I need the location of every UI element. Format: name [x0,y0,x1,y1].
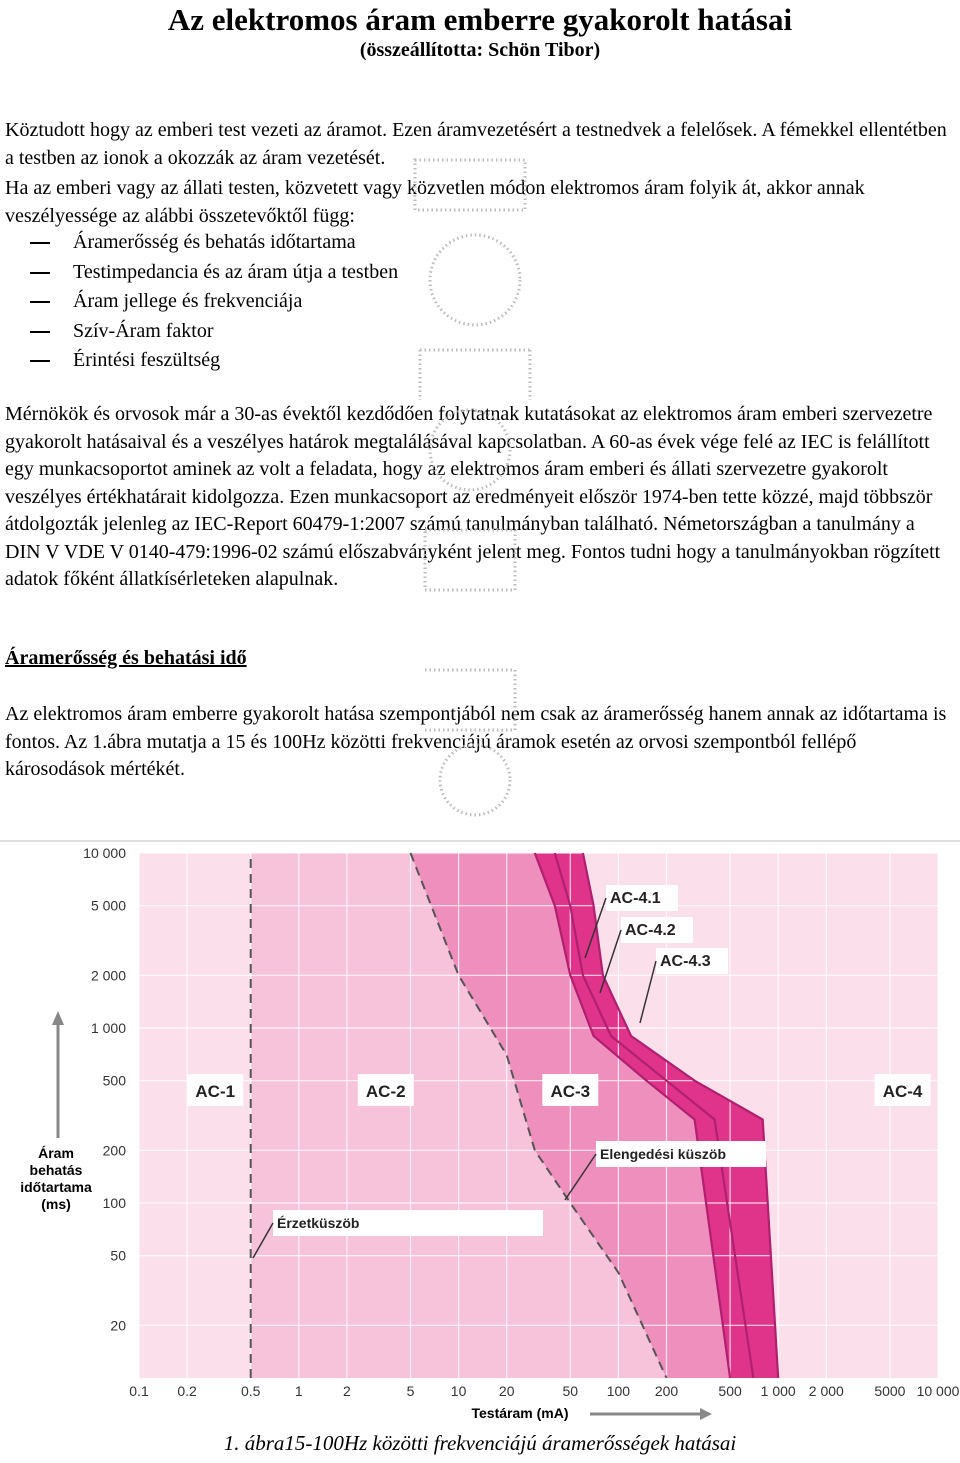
y-tick-label: 100 [102,1195,126,1211]
section-heading: Áramerősség és behatási idő [5,647,247,669]
page-subtitle: (összeállította: Schön Tibor) [359,39,601,61]
zone-label: AC-4 [882,1082,923,1101]
dash-bullet [30,331,50,333]
x-tick-label: 2 [343,1383,351,1399]
x-tick-label: 1 000 [760,1383,796,1399]
x-tick-label: 1 [294,1383,303,1399]
x-tick-label: 0.2 [177,1383,197,1399]
list-item [30,346,398,376]
annotation-label: AC-4.1 [610,890,661,907]
y-tick-label: 20 [110,1317,126,1334]
list-item-text: Szív-Áram faktor [73,319,214,342]
factors-intro-paragraph: Ha az emberi vagy az állati testen, közvetett vagy közvetlen módon elektromos áram folyik át, akkor annak veszélyessége az alábbi összetevőktől függ: [5,177,865,227]
x-tick-label: 500 [718,1383,742,1399]
intro-paragraph: Köztudott hogy az emberi test vezeti az áramot. Ezen áramvezetésért a testnedvek a felelősek. A fémekkel ellentétben a testben az ionok a okozzák az áram vezetését. [5,119,947,169]
y-axis-title-line: Áram [38,1145,74,1161]
x-axis-title: Testáram (mA) [471,1405,569,1421]
y-tick-label: 2 000 [90,967,126,984]
y-tick-label: 200 [102,1142,126,1159]
zone-label: AC-1 [195,1082,236,1101]
annotation-label: Érzetküszöb [277,1215,360,1231]
x-tick-label: 2 000 [808,1383,844,1399]
x-tick-label: 20 [498,1383,515,1399]
annotation-label: Elengedési küszöb [600,1146,727,1162]
list-item-text: Testimpedancia és az áram útja a testben [73,260,399,283]
section-paragraph: Az elektromos áram emberre gyakorolt hatása szempontjából nem csak az áramerősség hanem annak az időtartama is fontos. Az 1.ábra mutatja a 15 és 100Hz közötti frekvenciájú áramok esetén az orvosi szempontból fellépő károsodások mértékét. [5,703,947,780]
y-axis-title-line: időtartama [20,1179,92,1195]
page-title: Az elektromos áram emberre gyakorolt hatásai [167,2,793,37]
y-tick-label: 500 [102,1072,126,1089]
x-tick-label: 10 [450,1383,467,1399]
y-tick-label: 1 000 [90,1020,126,1036]
zone-label: AC-2 [365,1082,406,1101]
list-item-text: Érintési feszültség [73,349,221,371]
y-tick-label: 10 000 [83,845,126,861]
dash-bullet [30,272,50,274]
y-axis-title-line: (ms) [41,1196,71,1212]
factor-list [30,228,398,376]
x-tick-label: 5 [406,1383,415,1399]
annotation-label: AC-4.2 [625,922,676,939]
x-tick-label: 0.5 [240,1383,261,1399]
y-tick-label: 5 000 [90,897,126,914]
annotation-label: AC-4.3 [660,953,711,970]
dash-bullet [30,360,50,362]
x-axis-arrowhead [700,1408,712,1420]
list-item [30,287,398,317]
y-axis-title-line: behatás [29,1162,83,1178]
x-tick-label: 200 [654,1383,679,1399]
chart-current-duration [0,838,960,1428]
list-item [30,258,398,288]
x-tick-label: 50 [562,1383,579,1399]
research-paragraph: Mérnökök és orvosok már a 30-as évektől kezdődően folytatnak kutatásokat az elektromos áram emberi szervezetre gyakorolt hatásaival és a veszélyes határok megtalálásával kapcsolatban. A 60-as évek vége felé az IEC is felállított egy munkacsoportot aminek az volt a feladata, hogy az elektromos áram emberi és állati szervezetre gyakorolt veszélyes értékhatárait kidolgozza. Ezen munkacsoport az eredményeit először 1974-ben tette közzé, majd többször átdolgozták jelenleg az IEC-Report 60479-1:2007 számú tanulmányban található. Németországban a tanulmány a DIN V VDE V 0140-479:1996-02 számú előszabványként jelent meg. Fontos tudni hogy a tanulmányokban rögzített adatok főként állatkísérleteken alapulnak. [5,403,941,590]
list-item [30,317,398,347]
list-item [30,228,398,258]
x-tick-label: 0.1 [129,1383,149,1399]
dash-bullet [30,301,50,303]
list-item-text: Áramerősség és behatás időtartama [73,231,356,253]
x-tick-label: 100 [606,1383,631,1399]
x-tick-label: 5000 [874,1383,906,1399]
zone-label: AC-3 [550,1082,591,1101]
figure-caption: 1. ábra15-100Hz közötti frekvenciájú áramerősségek hatásai [223,1431,737,1455]
y-tick-label: 50 [110,1247,126,1264]
list-item-text: Áram jellege és frekvenciája [73,290,303,312]
dash-bullet [30,242,50,244]
x-tick-label: 10 000 [916,1383,960,1399]
